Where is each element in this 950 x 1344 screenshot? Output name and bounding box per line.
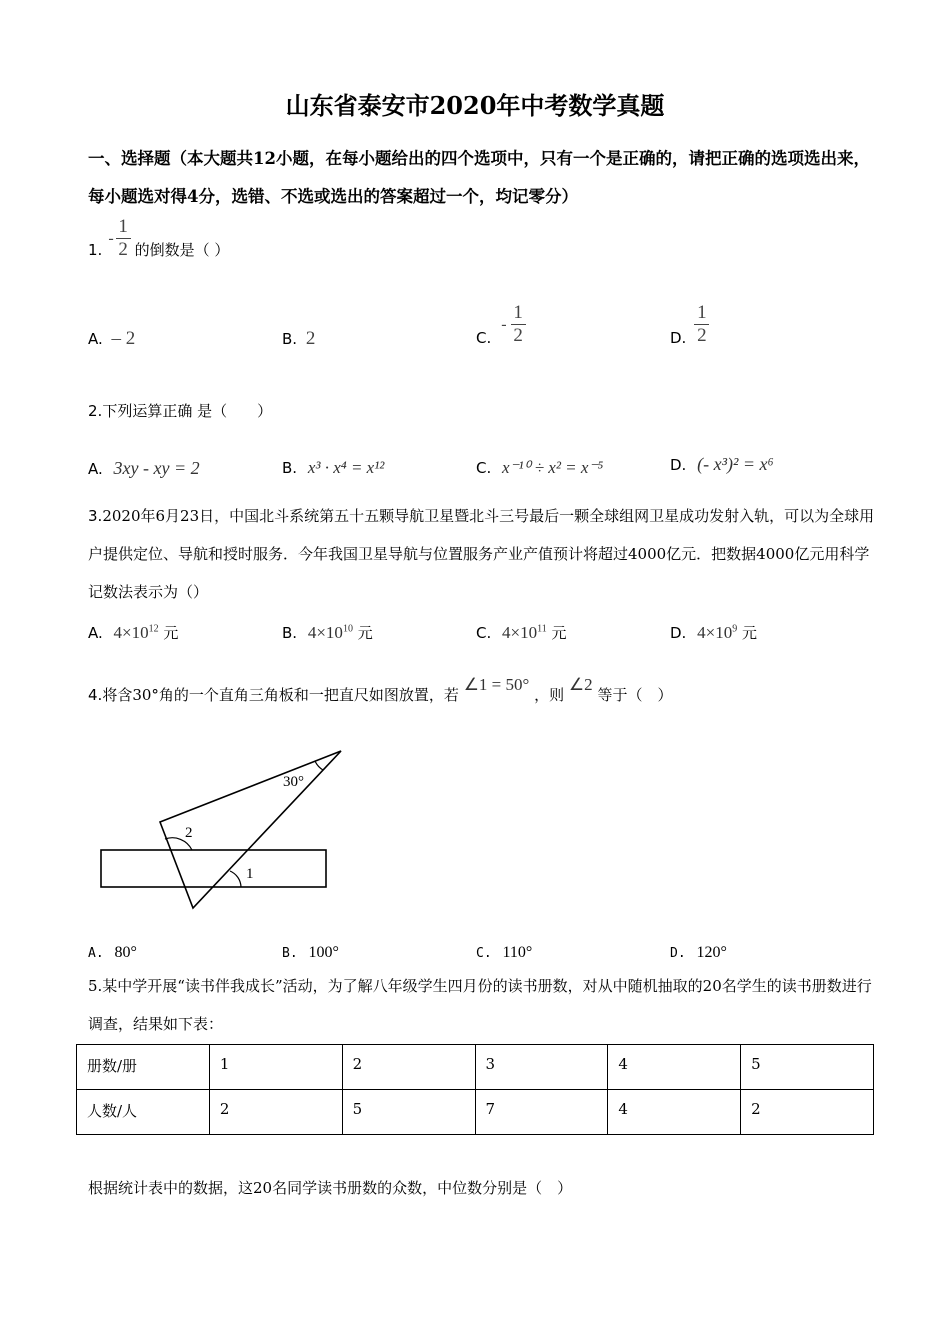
option-exponent: 11 <box>537 623 547 635</box>
question-3 <box>88 497 878 611</box>
question-number: 3. <box>88 507 103 525</box>
option-base: 4×10 <box>697 623 733 642</box>
option-label: B. <box>282 624 298 642</box>
q2-option-c <box>476 458 603 478</box>
option-value <box>114 623 159 642</box>
option-value: x⁻¹⁰ ÷ x² = x⁻⁵ <box>502 458 604 477</box>
option-value: 3xy - xy = 2 <box>113 458 200 478</box>
q4-option-d <box>670 943 727 962</box>
option-exponent: 10 <box>342 623 353 635</box>
q3-option-c <box>476 622 567 643</box>
angle-1-expression: ∠1 = 50° <box>463 675 530 694</box>
table-row <box>77 1090 874 1135</box>
option-label: D. <box>670 624 687 642</box>
unit-text: 元 <box>551 624 567 642</box>
table-cell: 1 <box>209 1045 342 1090</box>
option-exponent: 12 <box>148 623 159 635</box>
option-value: 80° <box>114 944 137 961</box>
table-cell: 4 <box>608 1090 741 1135</box>
table-cell: 3 <box>475 1045 608 1090</box>
option-value <box>697 623 737 642</box>
fraction-numerator: 1 <box>697 302 707 323</box>
option-label: D. <box>670 946 686 961</box>
option-base: 4×10 <box>502 623 538 642</box>
unit-text: 元 <box>163 624 179 642</box>
option-base: 4×10 <box>113 623 149 642</box>
label-30-degrees: 30° <box>283 774 304 790</box>
q4-option-b <box>282 943 339 962</box>
option-label: A. <box>88 460 103 478</box>
q4-option-a <box>88 943 137 962</box>
q1-option-c <box>476 302 526 347</box>
ruler-rectangle <box>101 850 326 887</box>
unit-text: 元 <box>741 624 757 642</box>
label-angle-1: 1 <box>246 866 254 882</box>
option-label: C. <box>476 624 492 642</box>
section-heading: 一、选择题（本大题共12小题，在每小题给出的四个选项中，只有一个是正确的，请把正确的选项选出来，每小题选对得4分，选错、不选或选出的答案超过一个，均记零分） <box>88 149 870 206</box>
table-cell: 5 <box>741 1045 874 1090</box>
fraction <box>511 302 526 347</box>
fraction <box>694 302 709 347</box>
table-cell: 4 <box>608 1045 741 1090</box>
q1-option-b <box>282 328 315 350</box>
option-label: B. <box>282 946 298 961</box>
q3-option-b <box>282 622 373 643</box>
question-2 <box>88 400 272 421</box>
unit-text: 元 <box>357 624 373 642</box>
q2-option-d <box>670 454 774 475</box>
angle-1-arc <box>230 871 241 887</box>
page-title: 山东省泰安市2020年中考数学真题 <box>285 91 665 120</box>
option-value <box>502 623 547 642</box>
question-5-prompt: 根据统计表中的数据，这20名同学读书册数的众数，中位数分别是（ ） <box>88 1179 573 1197</box>
label-angle-2: 2 <box>185 825 193 841</box>
option-label: A. <box>88 946 104 961</box>
minus-sign: - <box>108 229 114 247</box>
fraction <box>116 216 131 261</box>
triangle-ruler-figure <box>90 740 360 920</box>
table-cell: 7 <box>475 1090 608 1135</box>
question-text-b: ，则 <box>534 686 565 704</box>
q4-option-c <box>476 943 532 962</box>
angle-30-arc <box>315 761 323 770</box>
option-label: A. <box>88 330 103 348</box>
question-text-a: 将含30°角的一个直角三角板和一把直尺如图放置，若 <box>102 686 459 704</box>
table-cell: 册数/册 <box>77 1045 210 1090</box>
option-label: C. <box>476 328 492 347</box>
option-value: 2 <box>305 328 316 349</box>
q1-option-d <box>670 302 709 347</box>
question-text: 的倒数是（ ） <box>134 241 230 259</box>
table-row <box>77 1045 874 1090</box>
option-label: D. <box>670 328 687 347</box>
question-1 <box>88 216 229 261</box>
question-number: 4. <box>88 686 103 704</box>
option-value: 120° <box>696 944 727 961</box>
option-value: – 2 <box>111 328 136 349</box>
question-5: 5.某中学开展“读书伴我成长”活动，为了解八年级学生四月份的读书册数，对从中随机抽取的20名学生的读书册数进行调查，结果如下表： <box>88 977 872 1033</box>
question-text-c: 等于（ ） <box>597 686 673 704</box>
question-number: 1. <box>88 240 103 259</box>
fraction-numerator: 1 <box>118 216 128 237</box>
q2-option-a <box>88 458 200 479</box>
option-label: C. <box>476 946 492 961</box>
option-label: B. <box>282 459 298 477</box>
option-value: 110° <box>502 944 533 961</box>
option-value <box>308 623 353 642</box>
table-cell: 人数/人 <box>77 1090 210 1135</box>
q1-option-a <box>88 328 135 350</box>
option-label: B. <box>282 330 298 348</box>
question-number: 2. <box>88 402 103 420</box>
q2-option-b <box>282 458 384 478</box>
option-value: x³ · x⁴ = x¹² <box>307 458 385 477</box>
fraction-denominator: 2 <box>513 325 523 346</box>
table-cell: 2 <box>741 1090 874 1135</box>
q3-option-d <box>670 622 757 643</box>
option-label: C. <box>476 459 492 477</box>
table-cell: 2 <box>209 1090 342 1135</box>
fraction-numerator: 1 <box>513 302 523 323</box>
minus-sign: - <box>501 315 507 333</box>
angle-2-expression: ∠2 <box>568 675 593 694</box>
option-exponent: 9 <box>732 623 738 635</box>
reading-stats-table <box>76 1044 874 1135</box>
option-label: D. <box>670 456 687 474</box>
q3-option-a <box>88 622 178 643</box>
table-cell: 2 <box>342 1045 475 1090</box>
option-value: (- x³)² = x⁶ <box>697 454 774 474</box>
fraction-denominator: 2 <box>118 239 128 260</box>
fraction-denominator: 2 <box>697 325 707 346</box>
table-cell: 5 <box>342 1090 475 1135</box>
question-text: 下列运算正确 是（ ） <box>102 402 273 420</box>
option-base: 4×10 <box>307 623 343 642</box>
question-4 <box>88 675 673 705</box>
option-value: 100° <box>308 944 339 961</box>
question-text: 2020年6月23日，中国北斗系统第五十五颗导航卫星暨北斗三号最后一颗全球组网卫星成功发射入轨，可以为全球用户提供定位、导航和授时服务．今年我国卫星导航与位置服务产业产值预计将超过4000亿元．把数据4000亿元用科学记数法表示为（） <box>88 507 875 601</box>
option-label: A. <box>88 624 103 642</box>
